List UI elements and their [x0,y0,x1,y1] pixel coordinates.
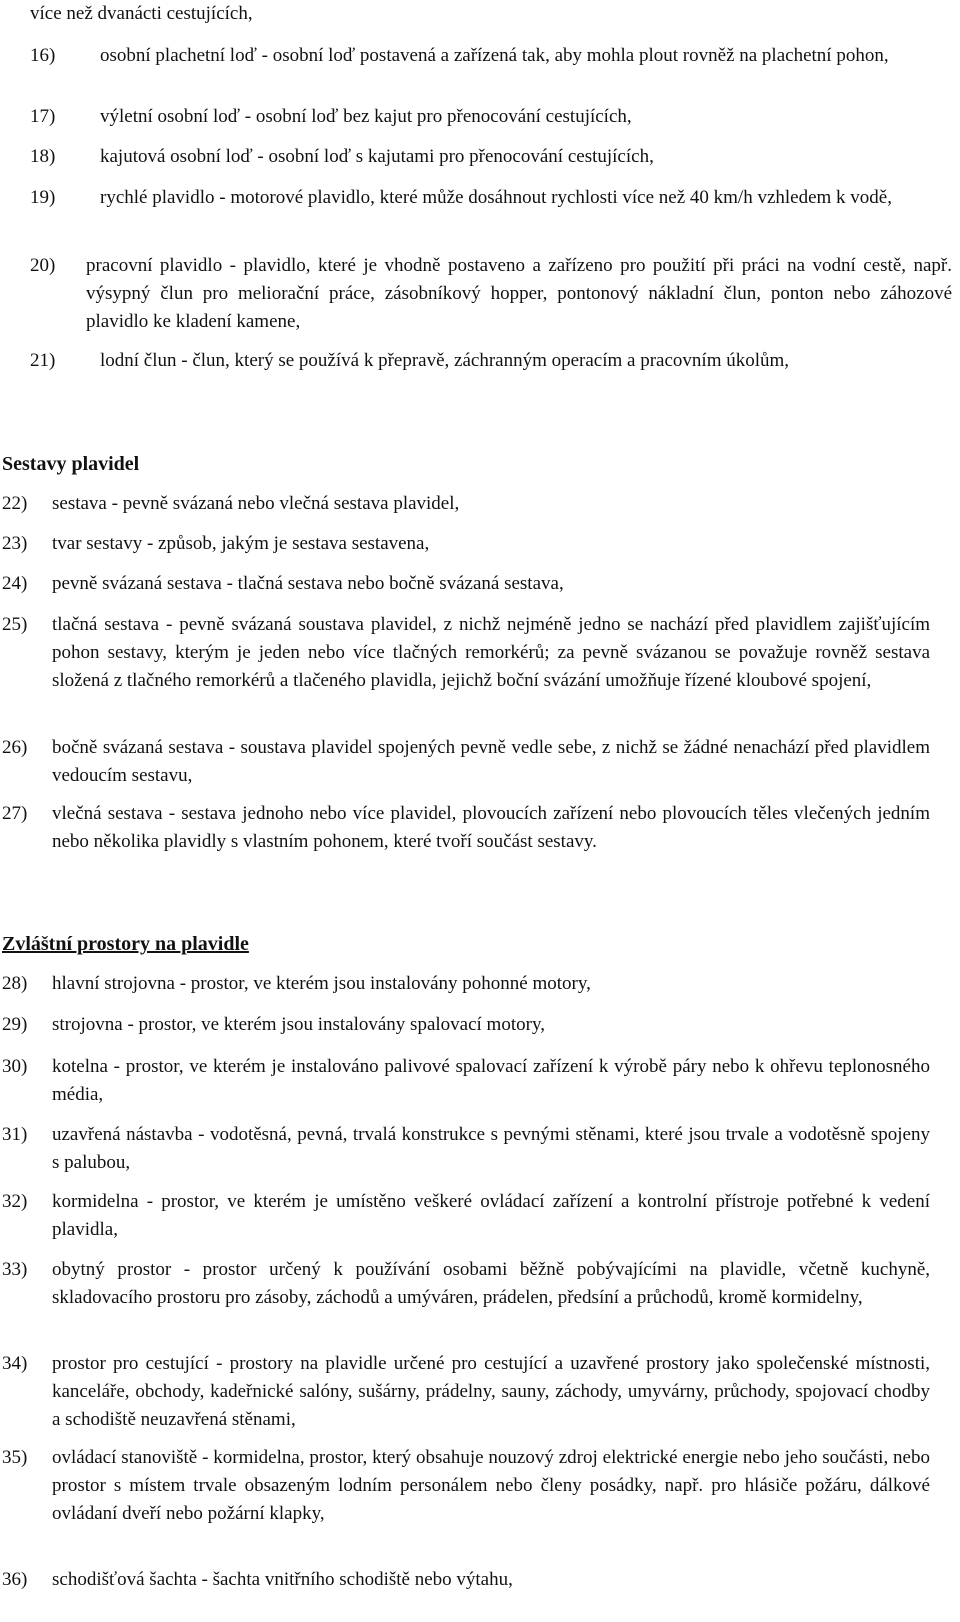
item-number: 21) [30,350,56,371]
list-item [30,143,930,171]
item-number: 34) [2,1353,28,1374]
item-number: 19) [30,187,56,208]
item-number: 20) [30,255,56,276]
list-item [30,42,930,70]
section-heading-assemblies: Sestavy plavidel [2,453,140,475]
list-item [30,184,930,212]
item-text: obytný prostor - prostor určený k používání osobami běžně pobývajícími na plavidle, včetně kuchyně, skladovacího prostoru pro zásoby, záchodů a umýváren, prádelen, předsíní a průchodů, kromě kormidelny, [52,1259,930,1308]
list-item [2,734,930,790]
list-item [2,1188,930,1244]
item-text: schodišťová šachta - šachta vnitřního schodiště nebo výtahu, [52,1569,513,1590]
list-item [2,611,930,695]
item-text: prostor pro cestující - prostory na plavidle určené pro cestující a uzavřené prostory jako společenské místnosti, kanceláře, obchody, kadeřnické salóny, sušárny, prádelny, sauny, záchody, umyvárny, průchody, spojovací chodby a schodiště neuzavřená stěnami, [52,1353,930,1430]
item-number: 25) [2,614,28,635]
item-text: bočně svázaná sestava - soustava plavidel spojených pevně vedle sebe, z nichž se žádné nenachází před plavidlem vedoucím sestavu, [52,737,930,786]
list-item [2,1256,930,1312]
item-number: 35) [2,1447,28,1468]
item-number: 28) [2,973,28,994]
list-item [2,1566,930,1594]
section-heading-special-spaces: Zvláštní prostory na plavidle [2,933,249,955]
item-number: 24) [2,573,28,594]
item-number: 17) [30,106,56,127]
item-text: lodní člun - člun, který se používá k přepravě, záchranným operacím a pracovním úkolům, [100,350,790,371]
list-item [2,800,930,856]
list-item [30,103,930,131]
list-item [2,1053,930,1109]
item-number: 18) [30,146,56,167]
item-text: uzavřená nástavba - vodotěsná, pevná, trvalá konstrukce s pevnými stěnami, které jsou trvale a vodotěsně spojeny s palubou, [52,1124,930,1173]
list-item [30,347,930,375]
item-text: ovládací stanoviště - kormidelna, prostor, který obsahuje nouzový zdroj elektrické energie nebo jeho součásti, nebo prostor s místem trvale obsazeným lodním personálem nebo členy posádky, např. pro hlásiče požáru, dálkové ovládaní dveří nebo požární klapky, [52,1447,930,1524]
item-text: výletní osobní loď - osobní loď bez kajut pro přenocování cestujících, [100,106,632,127]
item-number: 22) [2,493,28,514]
list-item [2,530,930,558]
item-number: 16) [30,45,56,66]
list-item [2,570,930,598]
item-number: 31) [2,1124,28,1145]
item-text: kajutová osobní loď - osobní loď s kajutami pro přenocování cestujících, [100,146,654,167]
item-text: strojovna - prostor, ve kterém jsou instalovány spalovací motory, [52,1014,545,1035]
item-text: tlačná sestava - pevně svázaná soustava plavidel, z nichž nejméně jedno se nachází před plavidlem zajišťujícím pohon sestavy, kterým je jeden nebo více tlačných remorkérů; za pevně svázanou se považuje rovněž sestava složená z tlačného remorkérů a tlačeného plavidla, jejichž boční svázání umožňuje řízené kloubové spojení, [52,614,930,691]
item-number: 30) [2,1056,28,1077]
list-item [2,970,930,998]
item-text: vlečná sestava - sestava jednoho nebo více plavidel, plovoucích zařízení nebo plovoucích těles vlečených jedním nebo několika plavidly s vlastním pohonem, které tvoří součást sestavy. [52,803,930,852]
item-number: 36) [2,1569,28,1590]
list-item [2,1350,930,1434]
list-item [2,490,930,518]
item-text: pevně svázaná sestava - tlačná sestava nebo bočně svázaná sestava, [52,573,564,594]
item-number: 32) [2,1191,28,1212]
list-item [2,1444,930,1528]
item-number: 27) [2,803,28,824]
lead-line: více než dvanácti cestujících, [30,3,253,24]
item-number: 26) [2,737,28,758]
item-text: tvar sestavy - způsob, jakým je sestava sestavena, [52,533,430,554]
item-text: sestava - pevně svázaná nebo vlečná sestava plavidel, [52,493,460,514]
item-text: osobní plachetní loď - osobní loď postavená a zařízená tak, aby mohla plout rovněž na plachetní pohon, [100,45,889,66]
list-item [2,1011,930,1039]
item-text: hlavní strojovna - prostor, ve kterém jsou instalovány pohonné motory, [52,973,591,994]
item-number: 33) [2,1259,28,1280]
item-number: 29) [2,1014,28,1035]
item-text: kotelna - prostor, ve kterém je instalováno palivové spalovací zařízení k výrobě páry nebo k ohřevu teplonosného média, [52,1056,930,1105]
list-item [30,252,952,336]
list-item [2,1121,930,1177]
item-text: pracovní plavidlo - plavidlo, které je vhodně postaveno a zařízeno pro použití při práci na vodní cestě, např. výsypný člun pro meliorační práce, zásobníkový hopper, pontonový nákladní člun, ponton nebo záhozové plavidlo ke kladení kamene, [86,255,952,332]
item-text: kormidelna - prostor, ve kterém je umístěno veškeré ovládací zařízení a kontrolní přístroje potřebné k vedení plavidla, [52,1191,930,1240]
item-text: rychlé plavidlo - motorové plavidlo, které může dosáhnout rychlosti více než 40 km/h vzhledem k vodě, [100,187,892,208]
item-number: 23) [2,533,28,554]
